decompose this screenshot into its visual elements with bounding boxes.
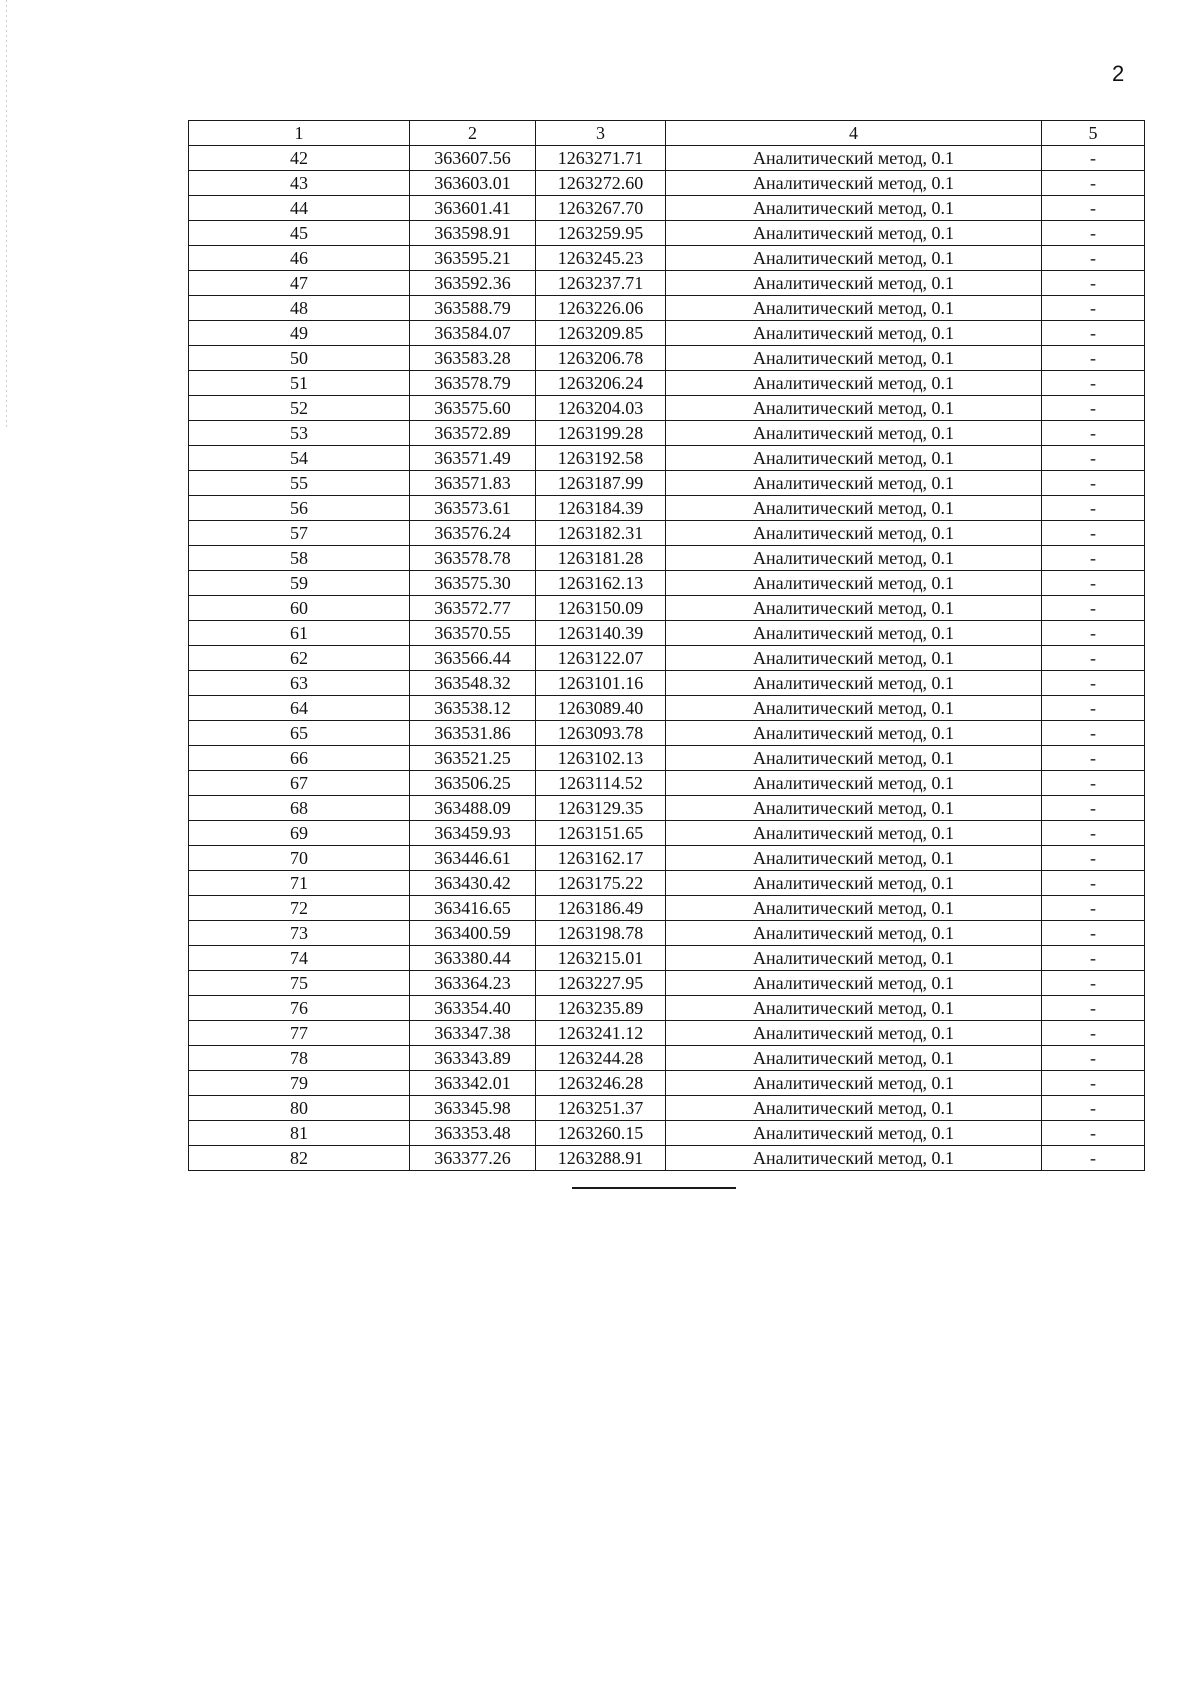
- point-number-cell: 75: [189, 971, 410, 996]
- note-cell: -: [1042, 871, 1145, 896]
- point-number-cell: 76: [189, 996, 410, 1021]
- x-coordinate-cell: 363570.55: [410, 621, 536, 646]
- table-row: [189, 896, 1145, 921]
- method-cell: Аналитический метод, 0.1: [666, 546, 1042, 571]
- x-coordinate-cell: 363364.23: [410, 971, 536, 996]
- method-cell: Аналитический метод, 0.1: [666, 321, 1042, 346]
- point-number-cell: 42: [189, 146, 410, 171]
- x-coordinate-cell: 363588.79: [410, 296, 536, 321]
- table-row: [189, 196, 1145, 221]
- x-coordinate-cell: 363531.86: [410, 721, 536, 746]
- note-cell: -: [1042, 646, 1145, 671]
- y-coordinate-cell: 1263102.13: [536, 746, 666, 771]
- table-row: [189, 646, 1145, 671]
- method-cell: Аналитический метод, 0.1: [666, 1096, 1042, 1121]
- note-cell: -: [1042, 421, 1145, 446]
- method-cell: Аналитический метод, 0.1: [666, 471, 1042, 496]
- note-cell: -: [1042, 446, 1145, 471]
- x-coordinate-cell: 363575.30: [410, 571, 536, 596]
- table-row: [189, 1121, 1145, 1146]
- method-cell: Аналитический метод, 0.1: [666, 771, 1042, 796]
- y-coordinate-cell: 1263204.03: [536, 396, 666, 421]
- table-row: [189, 321, 1145, 346]
- header-cell-3: 3: [536, 121, 666, 146]
- table-row: [189, 221, 1145, 246]
- x-coordinate-cell: 363573.61: [410, 496, 536, 521]
- point-number-cell: 62: [189, 646, 410, 671]
- point-number-cell: 44: [189, 196, 410, 221]
- y-coordinate-cell: 1263122.07: [536, 646, 666, 671]
- point-number-cell: 57: [189, 521, 410, 546]
- closing-rule: [572, 1187, 736, 1189]
- x-coordinate-cell: 363571.49: [410, 446, 536, 471]
- y-coordinate-cell: 1263162.17: [536, 846, 666, 871]
- x-coordinate-cell: 363566.44: [410, 646, 536, 671]
- x-coordinate-cell: 363488.09: [410, 796, 536, 821]
- table-header: [189, 121, 1145, 146]
- note-cell: -: [1042, 746, 1145, 771]
- x-coordinate-cell: 363595.21: [410, 246, 536, 271]
- table-row: [189, 846, 1145, 871]
- x-coordinate-cell: 363377.26: [410, 1146, 536, 1171]
- y-coordinate-cell: 1263209.85: [536, 321, 666, 346]
- method-cell: Аналитический метод, 0.1: [666, 1071, 1042, 1096]
- table-row: [189, 921, 1145, 946]
- x-coordinate-cell: 363607.56: [410, 146, 536, 171]
- table-row: [189, 296, 1145, 321]
- note-cell: -: [1042, 1071, 1145, 1096]
- y-coordinate-cell: 1263237.71: [536, 271, 666, 296]
- table-row: [189, 446, 1145, 471]
- table-row: [189, 821, 1145, 846]
- method-cell: Аналитический метод, 0.1: [666, 371, 1042, 396]
- note-cell: -: [1042, 1046, 1145, 1071]
- point-number-cell: 70: [189, 846, 410, 871]
- method-cell: Аналитический метод, 0.1: [666, 971, 1042, 996]
- y-coordinate-cell: 1263288.91: [536, 1146, 666, 1171]
- scan-margin-mark: [6, 0, 7, 430]
- point-number-cell: 64: [189, 696, 410, 721]
- x-coordinate-cell: 363601.41: [410, 196, 536, 221]
- note-cell: -: [1042, 846, 1145, 871]
- method-cell: Аналитический метод, 0.1: [666, 646, 1042, 671]
- x-coordinate-cell: 363459.93: [410, 821, 536, 846]
- note-cell: -: [1042, 171, 1145, 196]
- x-coordinate-cell: 363576.24: [410, 521, 536, 546]
- table-row: [189, 671, 1145, 696]
- method-cell: Аналитический метод, 0.1: [666, 821, 1042, 846]
- y-coordinate-cell: 1263227.95: [536, 971, 666, 996]
- y-coordinate-cell: 1263215.01: [536, 946, 666, 971]
- x-coordinate-cell: 363571.83: [410, 471, 536, 496]
- header-cell-4: 4: [666, 121, 1042, 146]
- note-cell: -: [1042, 246, 1145, 271]
- y-coordinate-cell: 1263175.22: [536, 871, 666, 896]
- x-coordinate-cell: 363584.07: [410, 321, 536, 346]
- method-cell: Аналитический метод, 0.1: [666, 521, 1042, 546]
- y-coordinate-cell: 1263129.35: [536, 796, 666, 821]
- table-row: [189, 696, 1145, 721]
- note-cell: -: [1042, 196, 1145, 221]
- y-coordinate-cell: 1263251.37: [536, 1096, 666, 1121]
- header-row: [189, 121, 1145, 146]
- table-row: [189, 496, 1145, 521]
- table-row: [189, 246, 1145, 271]
- note-cell: -: [1042, 146, 1145, 171]
- point-number-cell: 52: [189, 396, 410, 421]
- table-row: [189, 996, 1145, 1021]
- method-cell: Аналитический метод, 0.1: [666, 996, 1042, 1021]
- point-number-cell: 73: [189, 921, 410, 946]
- table-row: [189, 371, 1145, 396]
- table-row: [189, 596, 1145, 621]
- point-number-cell: 45: [189, 221, 410, 246]
- y-coordinate-cell: 1263182.31: [536, 521, 666, 546]
- method-cell: Аналитический метод, 0.1: [666, 1146, 1042, 1171]
- point-number-cell: 81: [189, 1121, 410, 1146]
- x-coordinate-cell: 363354.40: [410, 996, 536, 1021]
- y-coordinate-cell: 1263184.39: [536, 496, 666, 521]
- x-coordinate-cell: 363572.89: [410, 421, 536, 446]
- table-row: [189, 946, 1145, 971]
- method-cell: Аналитический метод, 0.1: [666, 171, 1042, 196]
- method-cell: Аналитический метод, 0.1: [666, 921, 1042, 946]
- header-cell-1: 1: [189, 121, 410, 146]
- method-cell: Аналитический метод, 0.1: [666, 946, 1042, 971]
- method-cell: Аналитический метод, 0.1: [666, 396, 1042, 421]
- y-coordinate-cell: 1263259.95: [536, 221, 666, 246]
- point-number-cell: 63: [189, 671, 410, 696]
- point-number-cell: 78: [189, 1046, 410, 1071]
- table-row: [189, 796, 1145, 821]
- method-cell: Аналитический метод, 0.1: [666, 271, 1042, 296]
- note-cell: -: [1042, 346, 1145, 371]
- note-cell: -: [1042, 946, 1145, 971]
- table-row: [189, 171, 1145, 196]
- point-number-cell: 56: [189, 496, 410, 521]
- y-coordinate-cell: 1263162.13: [536, 571, 666, 596]
- y-coordinate-cell: 1263181.28: [536, 546, 666, 571]
- note-cell: -: [1042, 296, 1145, 321]
- method-cell: Аналитический метод, 0.1: [666, 671, 1042, 696]
- y-coordinate-cell: 1263114.52: [536, 771, 666, 796]
- method-cell: Аналитический метод, 0.1: [666, 346, 1042, 371]
- y-coordinate-cell: 1263267.70: [536, 196, 666, 221]
- note-cell: -: [1042, 471, 1145, 496]
- note-cell: -: [1042, 1146, 1145, 1171]
- note-cell: -: [1042, 546, 1145, 571]
- note-cell: -: [1042, 521, 1145, 546]
- x-coordinate-cell: 363548.32: [410, 671, 536, 696]
- y-coordinate-cell: 1263151.65: [536, 821, 666, 846]
- method-cell: Аналитический метод, 0.1: [666, 446, 1042, 471]
- table-row: [189, 546, 1145, 571]
- table-row: [189, 971, 1145, 996]
- x-coordinate-cell: 363521.25: [410, 746, 536, 771]
- table-row: [189, 1046, 1145, 1071]
- note-cell: -: [1042, 396, 1145, 421]
- table-row: [189, 1146, 1145, 1171]
- header-cell-2: 2: [410, 121, 536, 146]
- note-cell: -: [1042, 971, 1145, 996]
- point-number-cell: 79: [189, 1071, 410, 1096]
- x-coordinate-cell: 363583.28: [410, 346, 536, 371]
- method-cell: Аналитический метод, 0.1: [666, 246, 1042, 271]
- y-coordinate-cell: 1263244.28: [536, 1046, 666, 1071]
- x-coordinate-cell: 363400.59: [410, 921, 536, 946]
- table-row: [189, 621, 1145, 646]
- point-number-cell: 68: [189, 796, 410, 821]
- point-number-cell: 51: [189, 371, 410, 396]
- note-cell: -: [1042, 221, 1145, 246]
- page-number: 2: [1112, 61, 1125, 86]
- note-cell: -: [1042, 596, 1145, 621]
- table-row: [189, 571, 1145, 596]
- point-number-cell: 46: [189, 246, 410, 271]
- point-number-cell: 59: [189, 571, 410, 596]
- point-number-cell: 43: [189, 171, 410, 196]
- note-cell: -: [1042, 896, 1145, 921]
- point-number-cell: 67: [189, 771, 410, 796]
- note-cell: -: [1042, 371, 1145, 396]
- y-coordinate-cell: 1263226.06: [536, 296, 666, 321]
- x-coordinate-cell: 363416.65: [410, 896, 536, 921]
- y-coordinate-cell: 1263150.09: [536, 596, 666, 621]
- x-coordinate-cell: 363603.01: [410, 171, 536, 196]
- point-number-cell: 72: [189, 896, 410, 921]
- point-number-cell: 55: [189, 471, 410, 496]
- table-row: [189, 771, 1145, 796]
- point-number-cell: 49: [189, 321, 410, 346]
- point-number-cell: 82: [189, 1146, 410, 1171]
- method-cell: Аналитический метод, 0.1: [666, 1046, 1042, 1071]
- point-number-cell: 80: [189, 1096, 410, 1121]
- table-row: [189, 346, 1145, 371]
- table-row: [189, 1021, 1145, 1046]
- x-coordinate-cell: 363578.79: [410, 371, 536, 396]
- y-coordinate-cell: 1263272.60: [536, 171, 666, 196]
- point-number-cell: 53: [189, 421, 410, 446]
- y-coordinate-cell: 1263260.15: [536, 1121, 666, 1146]
- y-coordinate-cell: 1263246.28: [536, 1071, 666, 1096]
- x-coordinate-cell: 363347.38: [410, 1021, 536, 1046]
- note-cell: -: [1042, 496, 1145, 521]
- table-row: [189, 1071, 1145, 1096]
- table-row: [189, 721, 1145, 746]
- method-cell: Аналитический метод, 0.1: [666, 421, 1042, 446]
- y-coordinate-cell: 1263241.12: [536, 1021, 666, 1046]
- y-coordinate-cell: 1263187.99: [536, 471, 666, 496]
- y-coordinate-cell: 1263245.23: [536, 246, 666, 271]
- method-cell: Аналитический метод, 0.1: [666, 696, 1042, 721]
- note-cell: -: [1042, 571, 1145, 596]
- method-cell: Аналитический метод, 0.1: [666, 896, 1042, 921]
- point-number-cell: 69: [189, 821, 410, 846]
- method-cell: Аналитический метод, 0.1: [666, 746, 1042, 771]
- method-cell: Аналитический метод, 0.1: [666, 621, 1042, 646]
- table-row: [189, 871, 1145, 896]
- note-cell: -: [1042, 1096, 1145, 1121]
- point-number-cell: 47: [189, 271, 410, 296]
- method-cell: Аналитический метод, 0.1: [666, 571, 1042, 596]
- point-number-cell: 66: [189, 746, 410, 771]
- point-number-cell: 65: [189, 721, 410, 746]
- note-cell: -: [1042, 771, 1145, 796]
- note-cell: -: [1042, 721, 1145, 746]
- x-coordinate-cell: 363380.44: [410, 946, 536, 971]
- table-row: [189, 471, 1145, 496]
- point-number-cell: 58: [189, 546, 410, 571]
- table-body: [189, 146, 1145, 1171]
- method-cell: Аналитический метод, 0.1: [666, 1121, 1042, 1146]
- method-cell: Аналитический метод, 0.1: [666, 596, 1042, 621]
- method-cell: Аналитический метод, 0.1: [666, 196, 1042, 221]
- note-cell: -: [1042, 696, 1145, 721]
- x-coordinate-cell: 363538.12: [410, 696, 536, 721]
- point-number-cell: 48: [189, 296, 410, 321]
- table-row: [189, 271, 1145, 296]
- note-cell: -: [1042, 621, 1145, 646]
- method-cell: Аналитический метод, 0.1: [666, 496, 1042, 521]
- x-coordinate-cell: 363572.77: [410, 596, 536, 621]
- method-cell: Аналитический метод, 0.1: [666, 871, 1042, 896]
- note-cell: -: [1042, 671, 1145, 696]
- y-coordinate-cell: 1263186.49: [536, 896, 666, 921]
- method-cell: Аналитический метод, 0.1: [666, 846, 1042, 871]
- y-coordinate-cell: 1263093.78: [536, 721, 666, 746]
- note-cell: -: [1042, 1021, 1145, 1046]
- table-row: [189, 146, 1145, 171]
- point-number-cell: 54: [189, 446, 410, 471]
- y-coordinate-cell: 1263199.28: [536, 421, 666, 446]
- point-number-cell: 77: [189, 1021, 410, 1046]
- method-cell: Аналитический метод, 0.1: [666, 221, 1042, 246]
- x-coordinate-cell: 363506.25: [410, 771, 536, 796]
- y-coordinate-cell: 1263206.24: [536, 371, 666, 396]
- y-coordinate-cell: 1263101.16: [536, 671, 666, 696]
- note-cell: -: [1042, 1121, 1145, 1146]
- x-coordinate-cell: 363578.78: [410, 546, 536, 571]
- point-number-cell: 61: [189, 621, 410, 646]
- x-coordinate-cell: 363353.48: [410, 1121, 536, 1146]
- note-cell: -: [1042, 321, 1145, 346]
- point-number-cell: 74: [189, 946, 410, 971]
- point-number-cell: 71: [189, 871, 410, 896]
- point-number-cell: 60: [189, 596, 410, 621]
- coordinates-table: [188, 120, 1145, 1171]
- x-coordinate-cell: 363575.60: [410, 396, 536, 421]
- y-coordinate-cell: 1263198.78: [536, 921, 666, 946]
- table-row: [189, 746, 1145, 771]
- table-row: [189, 421, 1145, 446]
- table-row: [189, 396, 1145, 421]
- x-coordinate-cell: 363343.89: [410, 1046, 536, 1071]
- note-cell: -: [1042, 921, 1145, 946]
- x-coordinate-cell: 363430.42: [410, 871, 536, 896]
- note-cell: -: [1042, 796, 1145, 821]
- x-coordinate-cell: 363446.61: [410, 846, 536, 871]
- point-number-cell: 50: [189, 346, 410, 371]
- y-coordinate-cell: 1263235.89: [536, 996, 666, 1021]
- y-coordinate-cell: 1263271.71: [536, 146, 666, 171]
- method-cell: Аналитический метод, 0.1: [666, 296, 1042, 321]
- table-row: [189, 1096, 1145, 1121]
- method-cell: Аналитический метод, 0.1: [666, 1021, 1042, 1046]
- table-row: [189, 521, 1145, 546]
- y-coordinate-cell: 1263206.78: [536, 346, 666, 371]
- y-coordinate-cell: 1263140.39: [536, 621, 666, 646]
- y-coordinate-cell: 1263089.40: [536, 696, 666, 721]
- method-cell: Аналитический метод, 0.1: [666, 796, 1042, 821]
- y-coordinate-cell: 1263192.58: [536, 446, 666, 471]
- x-coordinate-cell: 363592.36: [410, 271, 536, 296]
- note-cell: -: [1042, 271, 1145, 296]
- x-coordinate-cell: 363345.98: [410, 1096, 536, 1121]
- method-cell: Аналитический метод, 0.1: [666, 146, 1042, 171]
- header-cell-5: 5: [1042, 121, 1145, 146]
- x-coordinate-cell: 363342.01: [410, 1071, 536, 1096]
- note-cell: -: [1042, 821, 1145, 846]
- x-coordinate-cell: 363598.91: [410, 221, 536, 246]
- method-cell: Аналитический метод, 0.1: [666, 721, 1042, 746]
- note-cell: -: [1042, 996, 1145, 1021]
